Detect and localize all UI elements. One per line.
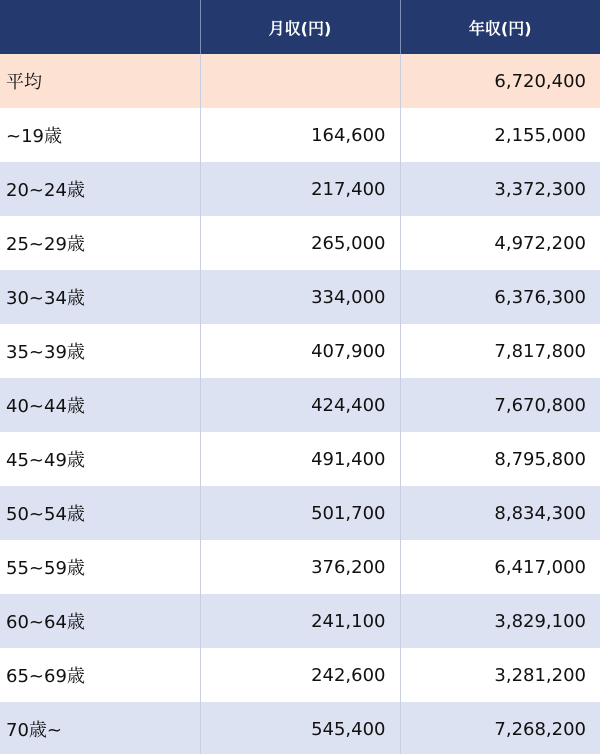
monthly-income-cell: 376,200 bbox=[200, 540, 400, 594]
table-row bbox=[0, 270, 600, 324]
monthly-income-cell: 265,000 bbox=[200, 216, 400, 270]
header-monthly-income: 月収(円) bbox=[200, 0, 400, 54]
age-cell: 50~54歳 bbox=[0, 486, 200, 540]
annual-income-cell: 6,720,400 bbox=[400, 54, 600, 108]
table-row bbox=[0, 162, 600, 216]
annual-income-cell: 6,376,300 bbox=[400, 270, 600, 324]
monthly-income-cell: 217,400 bbox=[200, 162, 400, 216]
table-row bbox=[0, 216, 600, 270]
annual-income-cell: 3,829,100 bbox=[400, 594, 600, 648]
table-row bbox=[0, 432, 600, 486]
table-row bbox=[0, 648, 600, 702]
table-row bbox=[0, 378, 600, 432]
annual-income-cell: 7,670,800 bbox=[400, 378, 600, 432]
monthly-income-cell: 407,900 bbox=[200, 324, 400, 378]
age-cell: 65~69歳 bbox=[0, 648, 200, 702]
header-annual-income: 年収(円) bbox=[400, 0, 600, 54]
annual-income-cell: 8,834,300 bbox=[400, 486, 600, 540]
annual-income-cell: 2,155,000 bbox=[400, 108, 600, 162]
age-cell: ~19歳 bbox=[0, 108, 200, 162]
table-row bbox=[0, 108, 600, 162]
annual-income-cell: 8,795,800 bbox=[400, 432, 600, 486]
monthly-income-cell bbox=[200, 54, 400, 108]
table-header bbox=[0, 0, 600, 54]
table-body bbox=[0, 54, 600, 754]
annual-income-cell: 4,972,200 bbox=[400, 216, 600, 270]
table-row bbox=[0, 324, 600, 378]
age-cell: 20~24歳 bbox=[0, 162, 200, 216]
age-cell: 40~44歳 bbox=[0, 378, 200, 432]
annual-income-cell: 3,372,300 bbox=[400, 162, 600, 216]
table-row bbox=[0, 486, 600, 540]
table-row bbox=[0, 594, 600, 648]
annual-income-cell: 6,417,000 bbox=[400, 540, 600, 594]
monthly-income-cell: 241,100 bbox=[200, 594, 400, 648]
age-cell: 平均 bbox=[0, 54, 200, 108]
table-row bbox=[0, 540, 600, 594]
average-row bbox=[0, 54, 600, 108]
monthly-income-cell: 242,600 bbox=[200, 648, 400, 702]
monthly-income-cell: 334,000 bbox=[200, 270, 400, 324]
annual-income-cell: 7,268,200 bbox=[400, 702, 600, 754]
age-cell: 70歳~ bbox=[0, 702, 200, 754]
annual-income-cell: 7,817,800 bbox=[400, 324, 600, 378]
annual-income-cell: 3,281,200 bbox=[400, 648, 600, 702]
age-cell: 45~49歳 bbox=[0, 432, 200, 486]
age-cell: 60~64歳 bbox=[0, 594, 200, 648]
age-cell: 30~34歳 bbox=[0, 270, 200, 324]
monthly-income-cell: 164,600 bbox=[200, 108, 400, 162]
monthly-income-cell: 491,400 bbox=[200, 432, 400, 486]
age-cell: 55~59歳 bbox=[0, 540, 200, 594]
monthly-income-cell: 501,700 bbox=[200, 486, 400, 540]
age-cell: 35~39歳 bbox=[0, 324, 200, 378]
monthly-income-cell: 424,400 bbox=[200, 378, 400, 432]
header-row bbox=[0, 0, 600, 54]
table-row bbox=[0, 702, 600, 754]
age-cell: 25~29歳 bbox=[0, 216, 200, 270]
monthly-income-cell: 545,400 bbox=[200, 702, 400, 754]
header-age bbox=[0, 0, 200, 54]
